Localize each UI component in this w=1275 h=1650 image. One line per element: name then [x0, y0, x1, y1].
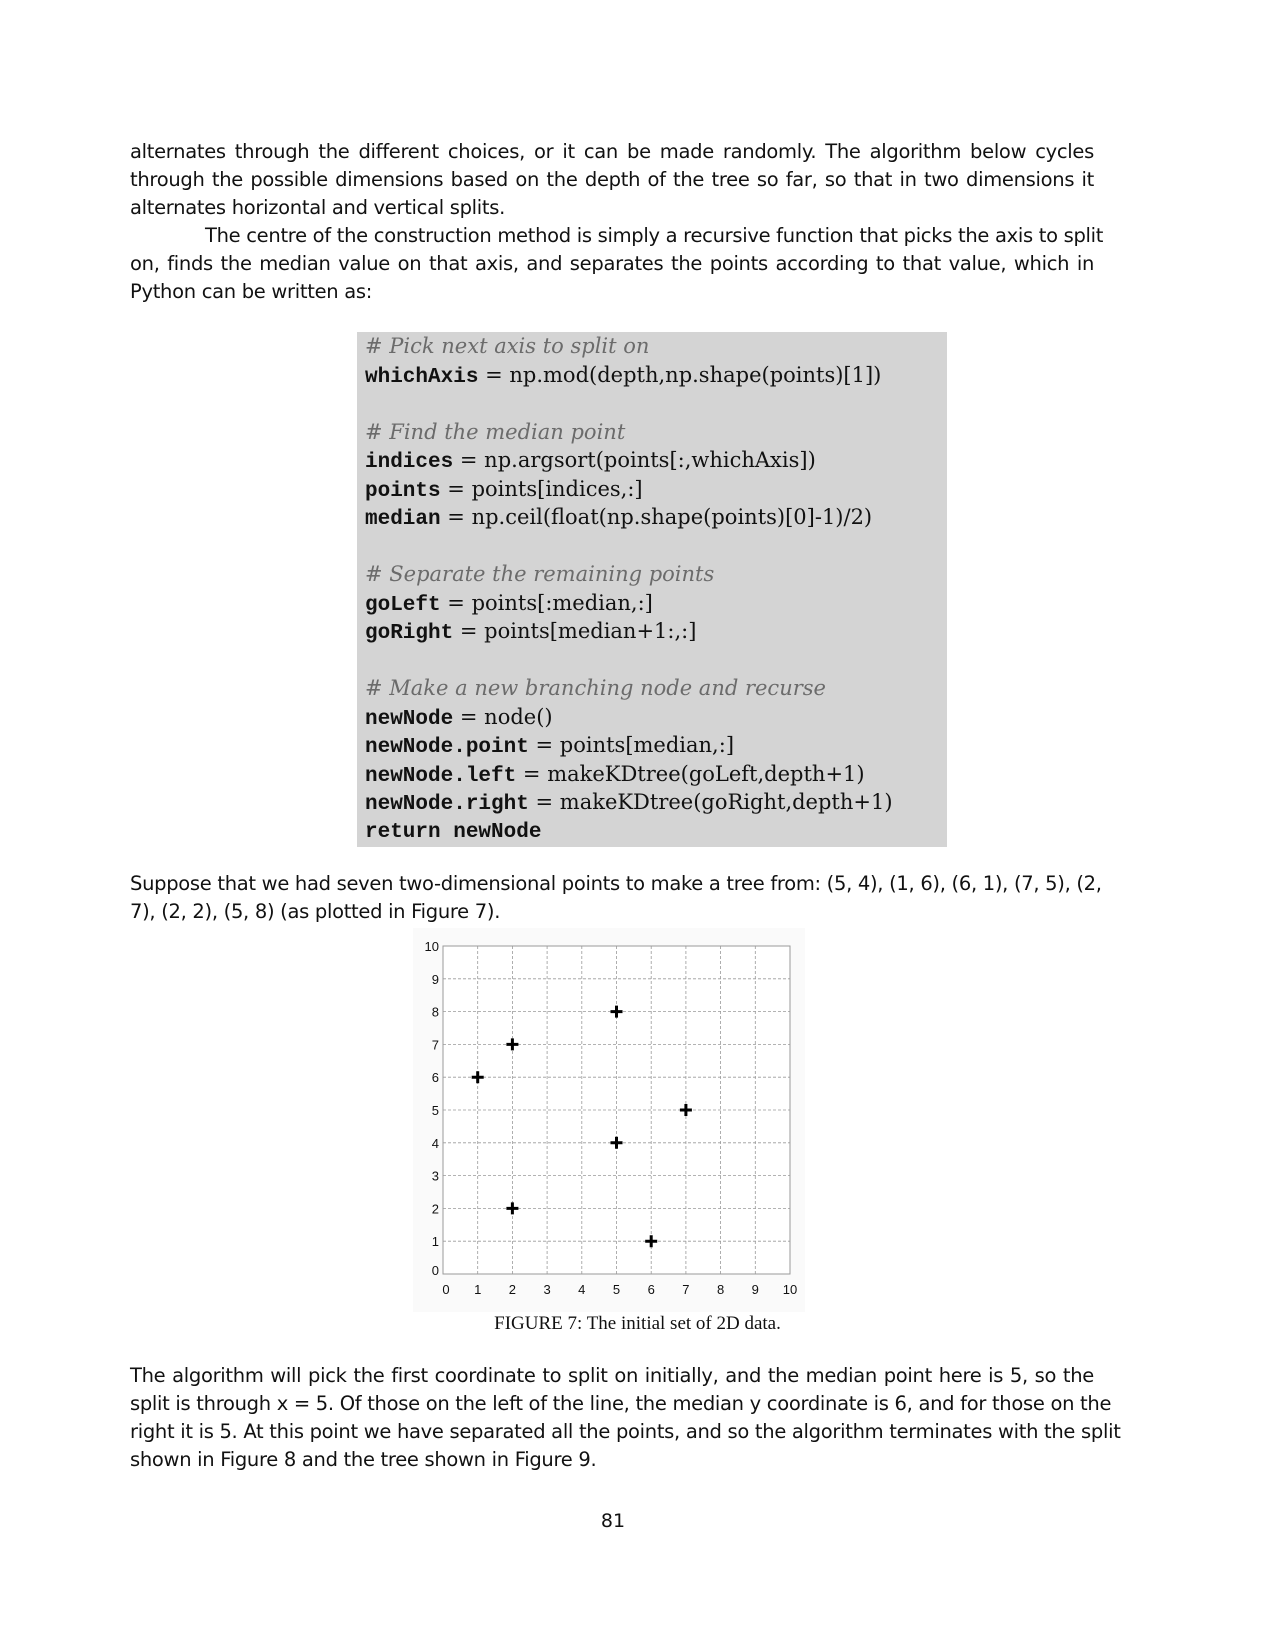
text-line: through the possible dimensions based on the depth of the tree so far, so that in two dimensions it	[130, 168, 1094, 191]
code-rhs: points[:median,:]	[471, 590, 653, 615]
code-line	[365, 505, 872, 531]
code-line	[365, 790, 893, 816]
y-tick-label: 1	[431, 1234, 439, 1250]
text-line: Python can be written as:	[130, 280, 373, 303]
code-line	[365, 762, 865, 788]
equals-sign: =	[453, 619, 485, 643]
equals-sign: =	[528, 733, 560, 757]
code-line	[365, 448, 816, 474]
code-lhs: newNode.point	[365, 736, 529, 759]
y-tick-label: 2	[431, 1201, 439, 1217]
x-tick-label: 1	[474, 1282, 482, 1297]
text-line: Suppose that we had seven two-dimensional points to make a tree from: (5, 4), (1, 6), (6, 1), (7, 5), (2,	[130, 872, 1102, 895]
text-line: The algorithm will pick the first coordinate to split on initially, and the median point here is 5, so the	[130, 1364, 1094, 1387]
code-rhs: makeKDtree(goRight,depth+1)	[559, 790, 893, 814]
x-tick-label: 5	[612, 1282, 621, 1297]
x-tick-label: 6	[647, 1282, 655, 1297]
scatter-chart	[413, 928, 805, 1312]
code-lhs: points	[365, 479, 441, 503]
equals-sign: =	[440, 505, 472, 529]
x-tick-label: 9	[751, 1282, 759, 1297]
code-rhs: node()	[484, 704, 553, 729]
comment-text: # Separate the remaining points	[365, 562, 715, 586]
code-line	[365, 619, 696, 645]
code-line	[365, 733, 734, 759]
paragraph-construction	[130, 222, 1104, 306]
code-lhs: whichAxis	[365, 365, 479, 389]
text-line: The centre of the construction method is simply a recursive function that picks the axis to split	[205, 224, 1104, 247]
x-tick-label: 2	[508, 1282, 517, 1297]
code-rhs: points[median+1:,:]	[484, 619, 697, 643]
code-line	[365, 591, 653, 617]
text-line: shown in Figure 8 and the tree shown in Figure 9.	[130, 1448, 597, 1471]
page-number: 81	[600, 1510, 626, 1532]
equals-sign: =	[478, 362, 510, 387]
code-rhs: points[median,:]	[559, 733, 735, 757]
equals-sign: =	[453, 448, 485, 472]
y-tick-label: 9	[431, 971, 439, 987]
code-lhs: newNode	[365, 707, 454, 731]
code-rhs: np.ceil(float(np.shape(points)[0]-1)/2)	[471, 505, 873, 529]
code-line	[365, 705, 553, 731]
code-lhs: goLeft	[365, 593, 441, 617]
y-tick-label: 3	[431, 1168, 439, 1184]
y-tick-label: 4	[431, 1135, 439, 1151]
code-comment	[365, 334, 649, 359]
equals-sign: =	[528, 790, 560, 814]
equals-sign: =	[516, 761, 548, 786]
x-tick-label: 0	[442, 1282, 450, 1297]
code-comment	[365, 676, 826, 701]
paragraph-points	[130, 870, 1102, 926]
code-rhs: makeKDtree(goLeft,depth+1)	[547, 761, 865, 786]
text-line: right it is 5. At this point we have separated all the points, and so the algorithm terminates with the split	[130, 1420, 1121, 1443]
code-comment	[365, 420, 625, 445]
comment-text: # Find the median point	[365, 419, 626, 444]
figure-caption: FIGURE 7: The initial set of 2D data.	[494, 1313, 781, 1334]
y-tick-label: 8	[431, 1004, 439, 1020]
code-lhs: indices	[365, 451, 454, 474]
text-line: on, finds the median value on that axis, and separates the points according to that value, which in	[130, 252, 1094, 275]
text-line: split is through x = 5. Of those on the left of the line, the median y coordinate is 6, and for those on the	[130, 1392, 1112, 1415]
y-tick-label: 10	[424, 939, 439, 954]
text-line: alternates horizontal and vertical splits.	[130, 196, 506, 219]
equals-sign: =	[440, 476, 472, 501]
x-tick-label: 8	[716, 1282, 725, 1297]
equals-sign: =	[440, 590, 472, 615]
code-comment	[365, 562, 714, 587]
code-rhs: np.argsort(points[:,whichAxis])	[484, 448, 816, 472]
x-tick-label: 3	[543, 1282, 551, 1297]
code-line	[365, 363, 881, 389]
y-tick-label: 6	[431, 1070, 439, 1086]
code-lhs: median	[365, 508, 441, 531]
code-line	[365, 477, 643, 503]
code-listing	[357, 332, 947, 847]
x-tick-label: 10	[782, 1282, 798, 1297]
comment-text: # Make a new branching node and recurse	[365, 676, 826, 700]
code-rhs: np.mod(depth,np.shape(points)[1])	[509, 362, 882, 387]
y-tick-label: 0	[431, 1263, 439, 1278]
scatter-plot	[413, 928, 805, 1312]
code-statement: return newNode	[365, 820, 542, 844]
paragraph-intro	[130, 138, 1094, 222]
code-line	[365, 819, 541, 844]
code-lhs: newNode.right	[365, 793, 529, 816]
code-lhs: newNode.left	[365, 764, 517, 788]
code-lhs: goRight	[365, 622, 454, 645]
paragraph-conclusion	[130, 1362, 1121, 1474]
x-tick-label: 4	[578, 1282, 586, 1297]
x-tick-label: 7	[682, 1282, 690, 1297]
code-rhs: points[indices,:]	[471, 476, 643, 501]
y-tick-label: 7	[431, 1037, 439, 1053]
text-line: 7), (2, 2), (5, 8) (as plotted in Figure 7).	[130, 900, 501, 923]
text-line: alternates through the different choices, or it can be made randomly. The algorithm below cycles	[130, 140, 1094, 163]
y-tick-label: 5	[431, 1103, 439, 1118]
equals-sign: =	[453, 704, 485, 729]
comment-text: # Pick next axis to split on	[365, 334, 650, 358]
